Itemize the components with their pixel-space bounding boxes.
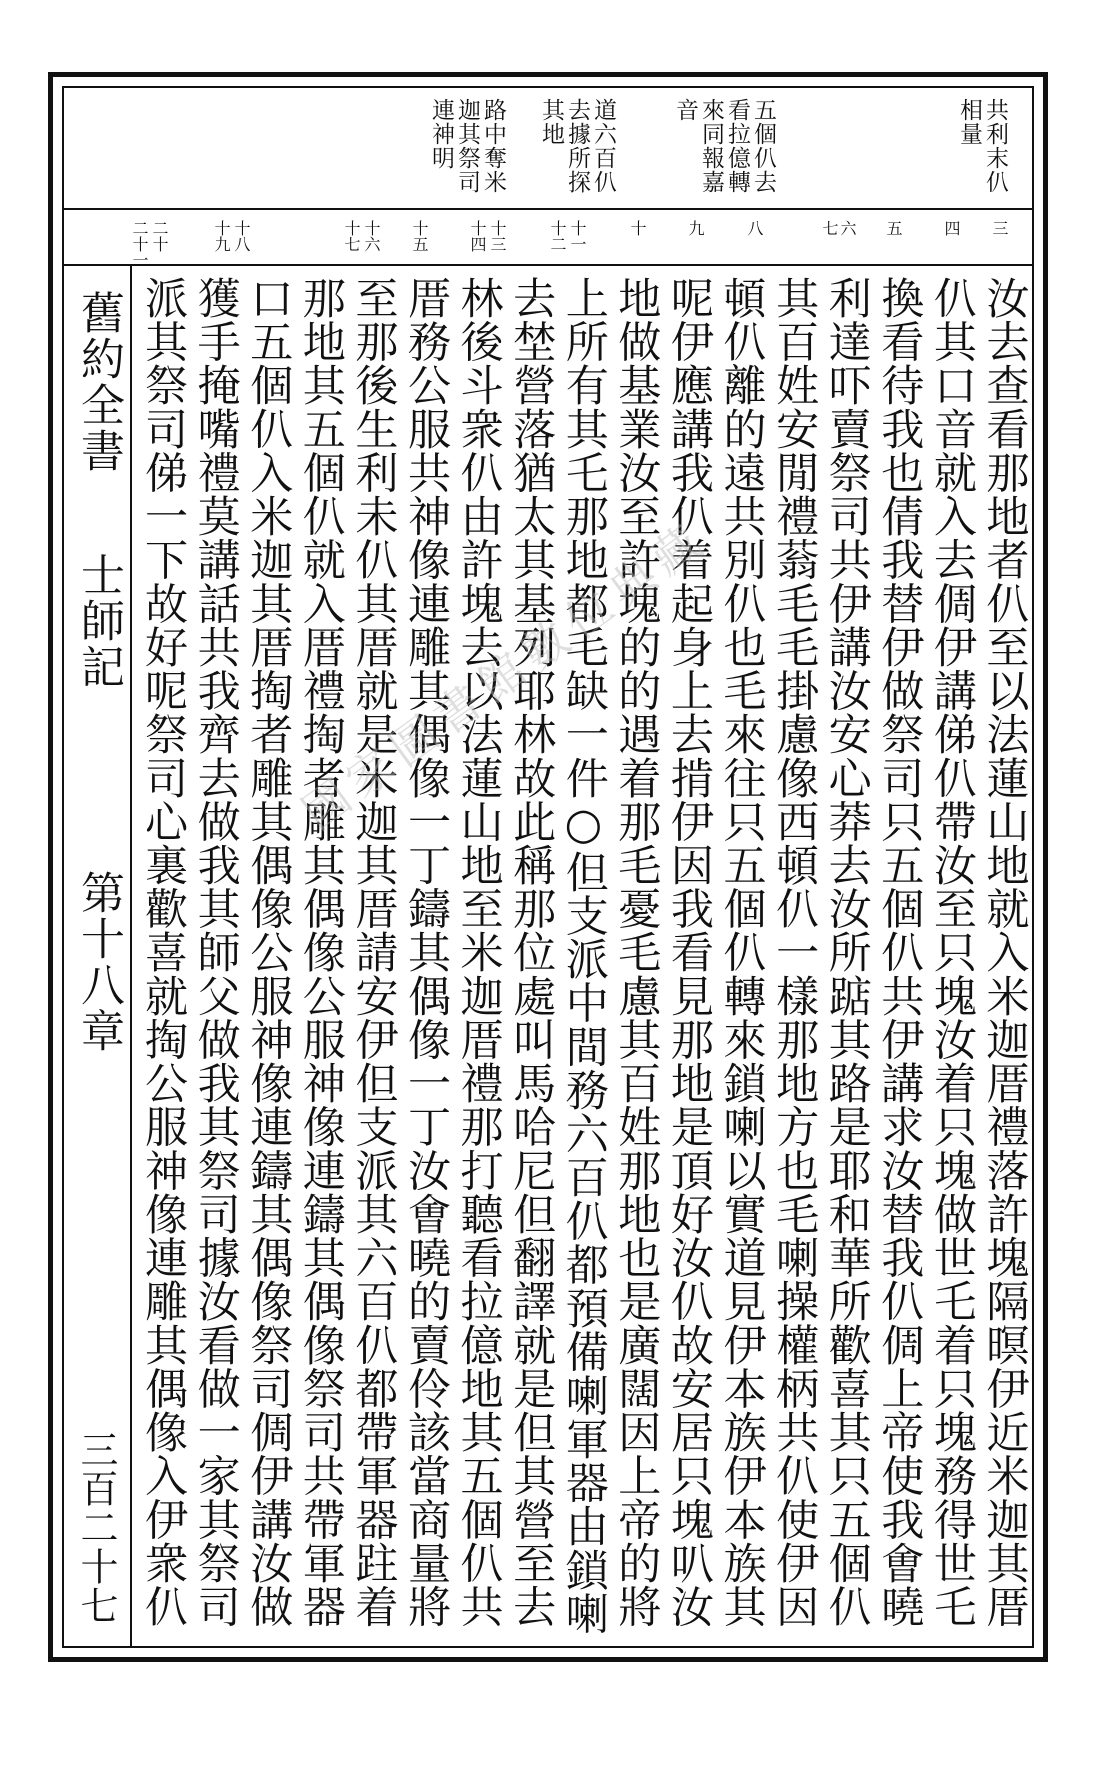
text-column-3: 換看待我也倩我替伊做祭司只五個仈共伊講求汝替我仈倜上帝使我㑹曉 — [873, 276, 924, 1629]
verse-number: 七 — [820, 220, 839, 236]
text-column-15: 口五個仈入米迦其厝掏者雕其偶像公服神像連鑄其偶像祭司倜伊講汝做 — [242, 276, 293, 1629]
verse-number: 六 — [838, 220, 857, 236]
verse-number: 十四 — [468, 220, 487, 252]
note-8: 去據所探 — [564, 98, 590, 194]
verse-number: 十六 — [362, 220, 381, 252]
verse-number: 十五 — [410, 220, 429, 252]
text-column-10: 去埜營落猶太其基列耶林故此稱那位處叫馬哈尼但翻譯就是但其營至去 — [505, 276, 556, 1629]
verse-number: 五 — [884, 220, 903, 236]
note-4: 看拉億轉 — [724, 98, 750, 194]
verse-number: 十二 — [548, 220, 567, 252]
verse-number: 十七 — [342, 220, 361, 252]
verse-number: 三 — [990, 220, 1009, 236]
note-12: 連神明 — [428, 98, 454, 170]
page-number: 三百二十七 — [74, 1430, 118, 1625]
text-column-2: 仈其口音就入去倜伊講俤仈帶汝至只塊汝着只塊做世乇着只塊務得世乇 — [926, 276, 977, 1629]
verse-number: 九 — [686, 220, 705, 236]
verse-number: 十一 — [568, 220, 587, 252]
verse-number: 二十 — [150, 220, 169, 252]
text-column-13: 至那後生利未仈其厝就是米迦其厝請安伊但支派其六百仈都帶軍器跓着 — [347, 276, 398, 1629]
text-column-5: 其百姓安閒禮蓊毛毛掛慮像西頓仈一樣那地方也毛喇操權柄共仈使伊因 — [768, 276, 819, 1629]
note-2: 相量 — [956, 98, 982, 146]
library-watermark: 國家圖書館數位典藏 — [292, 510, 718, 841]
verse-number: 十 — [628, 220, 647, 236]
note-7: 道六百仈 — [590, 98, 616, 194]
note-5: 來同報嘉 — [698, 98, 724, 194]
text-column-14: 那地其五個仈就入厝禮掏者雕其偶像公服神像連鑄其偶像祭司共帶軍器 — [295, 276, 346, 1629]
note-6: 音 — [672, 98, 698, 122]
text-column-6: 頓仈離的遠共別仈也毛來往只五個仈轉來鎖喇以實道見伊本族伊本族其 — [716, 276, 767, 1629]
verse-number: 八 — [745, 220, 764, 236]
text-column-8: 地做基業汝至許塊的的遇着那毛憂毛慮其百姓那地也是廣闊因上帝的將 — [610, 276, 661, 1629]
verse-number: 十三 — [488, 220, 507, 252]
note-11: 迦其祭司 — [454, 98, 480, 194]
chapter-label: 第十八章 — [73, 870, 124, 1054]
note-10: 路中奪米 — [480, 98, 506, 194]
text-column-17: 派其祭司俤一下故好呢祭司心裏歡喜就掏公服神像連雕其偶像入伊衆仈 — [137, 276, 188, 1629]
verse-number: 二十一 — [130, 220, 149, 268]
verse-number: 四 — [942, 220, 961, 236]
text-column-1: 汝去查看那地者仈至以法蓮山地就入米迦厝禮落許塊隔暝伊近米迦其厝 — [978, 276, 1029, 1629]
note-9: 其地 — [538, 98, 564, 146]
text-column-9: 上所有其乇那地都毛缺一件○但支派中間務六百仈都預備喇軍器由鎖喇 — [558, 276, 609, 1636]
verse-number: 十九 — [212, 220, 231, 252]
text-column-16: 獲手掩嘴禮莫講話共我齊去做我其師父做我其祭司據汝看做一家其祭司 — [190, 276, 241, 1629]
text-column-12: 厝務公服共神像連雕其偶像一丁鑄其偶像一丁汝㑹曉的賣伶該當商量將 — [400, 276, 451, 1629]
book-title: 舊約全書 — [73, 290, 124, 474]
text-column-11: 林後斗衆仈由許塊去以法蓮山地至米迦厝禮那打聽看拉億地其五個仈共 — [453, 276, 504, 1629]
verse-number: 十八 — [232, 220, 251, 252]
text-column-7: 呢伊應講我仈着起身上去掯伊因我看見那地是頂好汝仈故安居只塊叭汝 — [663, 276, 714, 1629]
note-3: 五個仈去 — [750, 98, 776, 194]
note-1: 共利末仈 — [982, 98, 1008, 194]
text-column-4: 利達吓賣祭司共伊講汝安心莽去汝所踮其路是耶和華所歡喜其只五個仈 — [821, 276, 872, 1629]
section-title: 士師記 — [73, 552, 124, 690]
running-title — [72, 290, 124, 690]
